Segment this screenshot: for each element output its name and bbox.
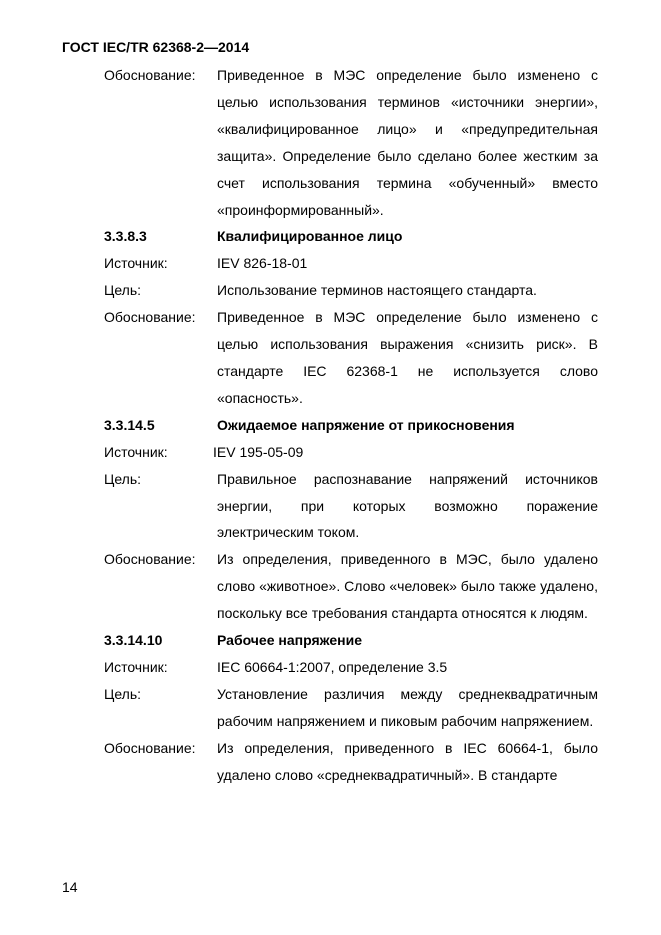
term-number: 3.3.8.3 bbox=[104, 228, 147, 245]
field-label: Обоснование: bbox=[104, 67, 196, 83]
page-number: 14 bbox=[62, 879, 78, 895]
term-heading bbox=[104, 412, 598, 439]
document-body bbox=[104, 62, 598, 788]
field-label: Обоснование: bbox=[104, 739, 196, 756]
term-title: Ожидаемое напряжение от прикосновения bbox=[217, 416, 515, 433]
field-label: Цель: bbox=[104, 282, 142, 299]
field-text: Приведенное в МЭС определение было изменено с целью использования выражения «снизить риск». В стандарте IEC 62368-1 не используется слово «опасность». bbox=[217, 309, 598, 406]
term-heading bbox=[104, 627, 598, 654]
purpose-entry bbox=[104, 681, 598, 735]
source-entry bbox=[104, 250, 598, 277]
source-entry bbox=[104, 439, 598, 466]
justification-entry bbox=[104, 304, 598, 412]
justification-entry bbox=[104, 62, 598, 223]
field-text: Правильное распознавание напряжений источников энергии, при которых возможно поражение электрическим током. bbox=[217, 470, 598, 541]
field-label: Источник: bbox=[104, 658, 168, 675]
justification-entry bbox=[104, 546, 598, 627]
field-label: Источник: bbox=[104, 255, 168, 272]
field-text: Использование терминов настоящего стандарта. bbox=[217, 282, 537, 299]
field-text: Приведенное в МЭС определение было изменено с целью использования терминов «источники энергии», «квалифицированное лицо» и «предупредительная защита». Определение было сделано более жестким за счет использования термина «обученный» вместо «проинформированный». bbox=[217, 67, 598, 218]
purpose-entry bbox=[104, 277, 598, 304]
term-number: 3.3.14.10 bbox=[104, 632, 163, 649]
term-title: Рабочее напряжение bbox=[217, 632, 362, 649]
purpose-entry bbox=[104, 466, 598, 547]
field-text: Установление различия между среднеквадратичным рабочим напряжением и пиковым рабочим напряжением. bbox=[217, 685, 598, 729]
field-text: Из определения, приведенного в IEC 60664-1, было удалено слово «среднеквадратичный». В стандарте bbox=[217, 739, 598, 783]
field-label: Обоснование: bbox=[104, 309, 196, 326]
justification-entry bbox=[104, 735, 598, 789]
field-label: Источник: bbox=[104, 443, 168, 460]
document-header: ГОСТ IEC/TR 62368-2—2014 bbox=[62, 39, 250, 55]
field-text: Из определения, приведенного в МЭС, было удалено слово «животное». Слово «человек» было также удалено, поскольку все требования стандарта относятся к людям. bbox=[217, 551, 598, 622]
term-number: 3.3.14.5 bbox=[104, 416, 155, 433]
field-label: Цель: bbox=[104, 685, 142, 702]
field-text: IEV 826-18-01 bbox=[217, 255, 308, 272]
field-label: Цель: bbox=[104, 470, 142, 487]
term-heading bbox=[104, 223, 598, 250]
field-label: Обоснование: bbox=[104, 551, 196, 568]
source-entry bbox=[104, 654, 598, 681]
field-text: IEC 60664-1:2007, определение 3.5 bbox=[217, 658, 448, 675]
term-title: Квалифицированное лицо bbox=[217, 228, 403, 245]
field-text: IEV 195-05-09 bbox=[213, 443, 304, 460]
